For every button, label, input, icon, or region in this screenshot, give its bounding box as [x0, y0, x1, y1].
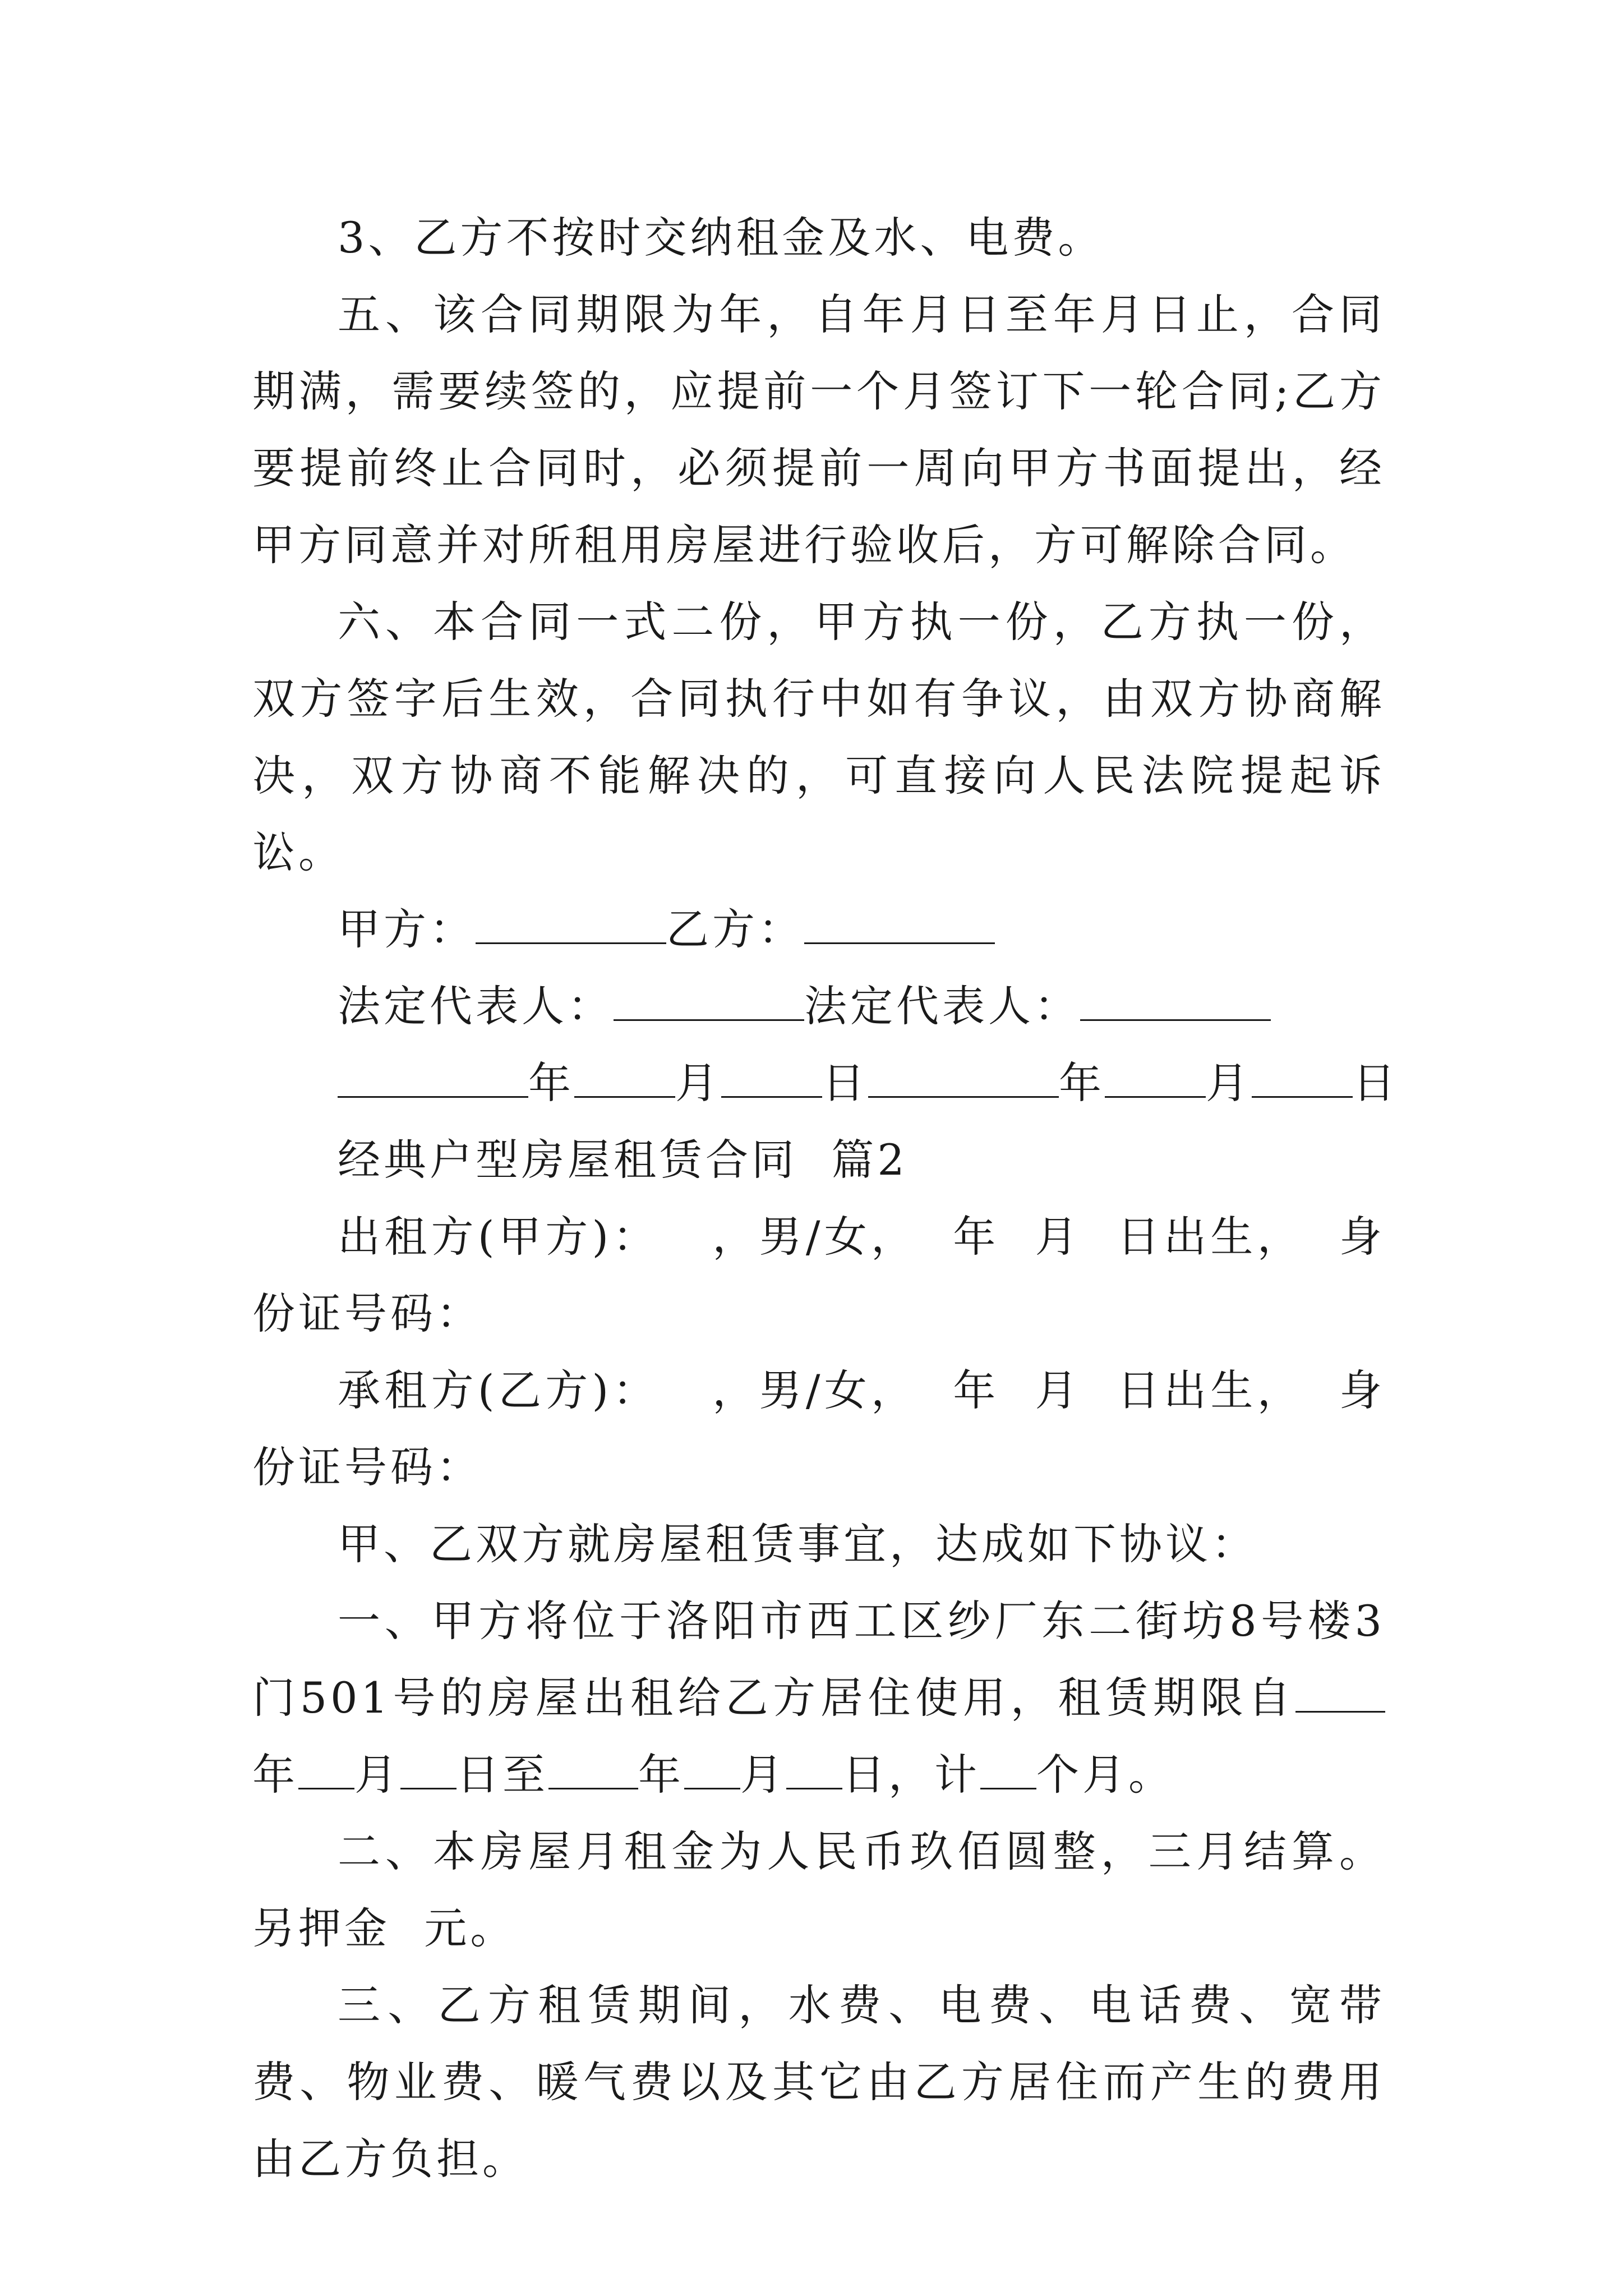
date-a-day: 日 [822, 1058, 868, 1108]
end-year-label: 年 [638, 1750, 684, 1800]
end-month-blank [684, 1753, 740, 1789]
date-a-day-blank [721, 1061, 822, 1098]
date-b-year-blank [868, 1061, 1059, 1098]
rep-a-label: 法定代表人： [338, 981, 614, 1031]
start-day-label: 日至 [457, 1750, 548, 1800]
signature-line-parties [252, 891, 1385, 968]
end-month-label: 月 [740, 1750, 786, 1800]
end-day-label: 日，计 [842, 1750, 980, 1800]
party-a-blank [476, 908, 666, 944]
start-month-label: 月 [354, 1750, 400, 1800]
start-year-label: 年 [252, 1750, 298, 1800]
end-year-blank [548, 1753, 638, 1789]
date-a-year-blank [338, 1061, 528, 1098]
paragraph-lessor: 出租方(甲方)： ，男/女， 年 月 日出生， 身份证号码： [252, 1212, 1385, 1338]
start-year-blank [1295, 1676, 1385, 1713]
paragraph-article-5: 五、该合同期限为年，自年月日至年月日止，合同期满，需要续签的，应提前一个月签订下一轮合同;乙方要提前终止合同时，必须提前一周向甲方书面提出，经甲方同意并对所租用房屋进行验收后，方可解除合同。 [252, 289, 1385, 570]
date-b-month: 月 [1206, 1058, 1252, 1108]
rep-a-blank [614, 984, 804, 1021]
paragraph-default-clause-3: 3、乙方不按时交纳租金及水、电费。 [338, 213, 1104, 263]
date-b-month-blank [1105, 1061, 1206, 1098]
date-b-year: 年 [1059, 1058, 1105, 1108]
paragraph-agreement: 甲、乙双方就房屋租赁事宜，达成如下协议： [338, 1519, 1257, 1569]
signature-line-representatives [252, 968, 1385, 1045]
start-day-blank [400, 1753, 457, 1789]
paragraph-article-1 [252, 1582, 1385, 1813]
signature-line-dates [252, 1045, 1399, 1121]
paragraph-lessee: 承租方(乙方)： ，男/女， 年 月 日出生， 身份证号码： [252, 1365, 1385, 1492]
rep-b-blank [1080, 984, 1271, 1021]
rep-b-label: 法定代表人： [804, 981, 1080, 1031]
paragraph-article-6: 六、本合同一式二份，甲方执一份，乙方执一份，双方签字后生效，合同执行中如有争议，由双方协商解决，双方协商不能解决的，可直接向人民法院提起诉讼。 [252, 597, 1385, 877]
date-a-month-blank [574, 1061, 675, 1098]
date-b-day: 日 [1353, 1058, 1399, 1108]
date-b-day-blank [1252, 1061, 1353, 1098]
document-body [252, 199, 1399, 2197]
party-b-blank [804, 908, 995, 944]
end-day-blank [786, 1753, 842, 1789]
start-month-blank [298, 1753, 354, 1789]
paragraph-article-3: 三、乙方租赁期间，水费、电费、电话费、宽带费、物业费、暖气费以及其它由乙方居住而产生的费用由乙方负担。 [252, 1980, 1385, 2184]
paragraph-article-2: 二、本房屋月租金为人民币玖佰圆整，三月结算。另押金 元。 [252, 1826, 1385, 1953]
date-a-month: 月 [675, 1058, 721, 1108]
party-b-label: 乙方： [666, 904, 804, 954]
article-1-text: 一、甲方将位于洛阳市西工区纱厂东二街坊8号楼3门501号的房屋出租给乙方居住使用，租赁期限自 [252, 1596, 1385, 1723]
months-label: 个月。 [1036, 1750, 1174, 1800]
date-a-year: 年 [528, 1058, 574, 1108]
party-a-label: 甲方： [338, 904, 476, 954]
months-count-blank [980, 1753, 1036, 1789]
section-heading-2: 经典户型房屋租赁合同 篇2 [338, 1135, 908, 1185]
